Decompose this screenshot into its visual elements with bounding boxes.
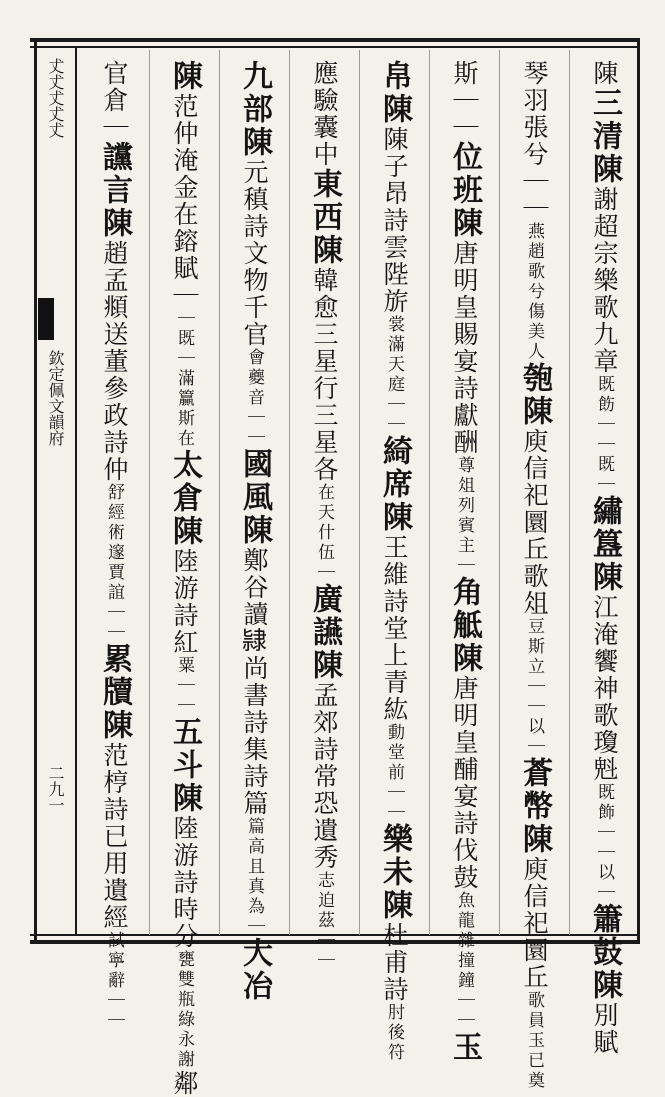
entry-heading: 角觝陳 <box>447 576 482 675</box>
column-separator <box>569 50 570 935</box>
annotation-text: 甕雙瓶綠永謝 <box>174 950 194 1070</box>
text-column <box>298 60 350 971</box>
body-text: 陸游詩紅 <box>170 548 199 656</box>
column-separator <box>219 50 220 935</box>
margin-divider-rule <box>75 46 77 936</box>
entry-heading: 帛陳 <box>377 60 412 126</box>
body-text: 孟郊詩常恐遺秀 <box>310 682 339 871</box>
body-text: 陳子昂詩雲陛旂 <box>380 126 409 315</box>
entry-heading: 玉 <box>447 1031 482 1064</box>
entry-heading: 陳 <box>167 60 202 93</box>
frame-right-rule <box>637 38 640 944</box>
entry-heading: 簫鼓陳 <box>587 903 622 1002</box>
text-column <box>228 60 280 1003</box>
body-text: 謝超宗樂歌九章 <box>590 186 619 375</box>
body-text: 范仲淹金在鎔賦｜ <box>170 93 199 309</box>
annotation-text: ｜既｜滿籯斯在 <box>174 309 194 449</box>
body-text: 王維詩堂上青紘 <box>380 534 409 723</box>
body-text: 別賦 <box>590 1002 619 1056</box>
column-separator <box>429 50 430 935</box>
annotation-text: 魚龍雜撞鐘｜｜ <box>454 891 474 1031</box>
fishtail-marker <box>38 298 54 340</box>
entry-heading: 國風陳 <box>237 448 272 547</box>
annotation-text: 動堂前｜｜ <box>384 723 404 823</box>
body-text: 陸游詩時分 <box>170 815 199 950</box>
entry-heading: 蒼幣陳 <box>517 757 552 856</box>
body-text: 唐明皇賜宴詩獻酬 <box>450 240 479 456</box>
body-text: 斯｜｜ <box>450 60 479 141</box>
entry-heading: 大冶 <box>237 937 272 1003</box>
body-text: 范梈詩已用遺經 <box>100 742 129 931</box>
body-text: 韓愈三星行三星各 <box>310 267 339 483</box>
entry-heading: 廣讌陳 <box>307 583 342 682</box>
text-column <box>508 60 560 1091</box>
margin-title: 欽定佩文韻府 <box>46 350 65 446</box>
column-separator <box>359 50 360 935</box>
column-separator <box>289 50 290 935</box>
entry-heading: 樂未陳 <box>377 823 412 922</box>
entry-heading: 綺席陳 <box>377 435 412 534</box>
text-column <box>438 60 490 1064</box>
frame-top-inner-rule <box>30 46 640 48</box>
entry-heading: 繡簋陳 <box>587 495 622 594</box>
annotation-text: 在天什伍｜ <box>314 483 334 583</box>
annotation-text: 燕趙歌兮傷美人 <box>524 222 544 362</box>
annotation-text: 志迫茲｜｜ <box>314 871 334 971</box>
entry-heading: 位班陳 <box>447 141 482 240</box>
entry-heading: 匏陳 <box>517 362 552 428</box>
entry-heading: 太倉陳 <box>167 449 202 548</box>
annotation-text: 篇高且真為｜ <box>244 817 264 937</box>
annotation-text: 粟｜｜ <box>174 656 194 716</box>
entry-heading: 東西陳 <box>307 168 342 267</box>
body-text: 杜甫詩 <box>380 922 409 1003</box>
column-separator <box>149 50 150 935</box>
body-text: 唐明皇酺宴詩伐鼓 <box>450 675 479 891</box>
annotation-text: 既飭｜｜既｜ <box>594 375 614 495</box>
entry-heading: 三清陳 <box>587 87 622 186</box>
annotation-text: 既飾｜｜以｜ <box>594 783 614 903</box>
annotation-text: 豆斯立｜｜以｜ <box>524 617 544 757</box>
margin-top-marks: 𠀋𠀋𠀋𠀋𠀋 <box>46 58 65 138</box>
text-column <box>158 60 210 1097</box>
entry-heading: 五斗陳 <box>167 716 202 815</box>
body-text: 官倉｜ <box>100 60 129 141</box>
annotation-text: 會夔音｜｜ <box>244 348 264 448</box>
frame-top-rule <box>30 38 640 42</box>
body-text: 庾信祀圜丘歌俎 <box>520 428 549 617</box>
body-text: 應驗囊中 <box>310 60 339 168</box>
body-text: 趙孟頫送董參政詩仲 <box>100 240 129 483</box>
text-column <box>368 60 420 1063</box>
annotation-text: 試寧辭｜｜ <box>104 931 124 1031</box>
entry-heading: 九部陳 <box>237 60 272 159</box>
body-text: 鄭谷讀𨽻尚書詩集詩篇 <box>240 547 269 817</box>
annotation-text: 尊俎列賓主｜ <box>454 456 474 576</box>
annotation-text: 裳滿天庭｜｜ <box>384 315 404 435</box>
annotation-text: 歌員玉已奠 <box>524 991 544 1091</box>
text-column <box>88 60 140 1031</box>
text-column <box>578 60 630 1056</box>
body-text: 陳 <box>590 60 619 87</box>
frame-left-rule <box>34 38 37 944</box>
annotation-text: 肘後符 <box>384 1003 404 1063</box>
entry-heading: 累牘陳 <box>97 643 132 742</box>
body-text: 鄰 <box>170 1070 199 1097</box>
body-text: 琴羽張兮｜｜ <box>520 60 549 222</box>
folio-number: 二九一 <box>46 765 65 813</box>
body-text: 元稹詩文物千官 <box>240 159 269 348</box>
entry-heading: 讜言陳 <box>97 141 132 240</box>
column-separator <box>499 50 500 935</box>
body-text: 庾信祀圜丘 <box>520 856 549 991</box>
body-text: 江淹饗神歌瓊𣁽 <box>590 594 619 783</box>
annotation-text: 舒經術邃賈誼｜｜ <box>104 483 124 643</box>
